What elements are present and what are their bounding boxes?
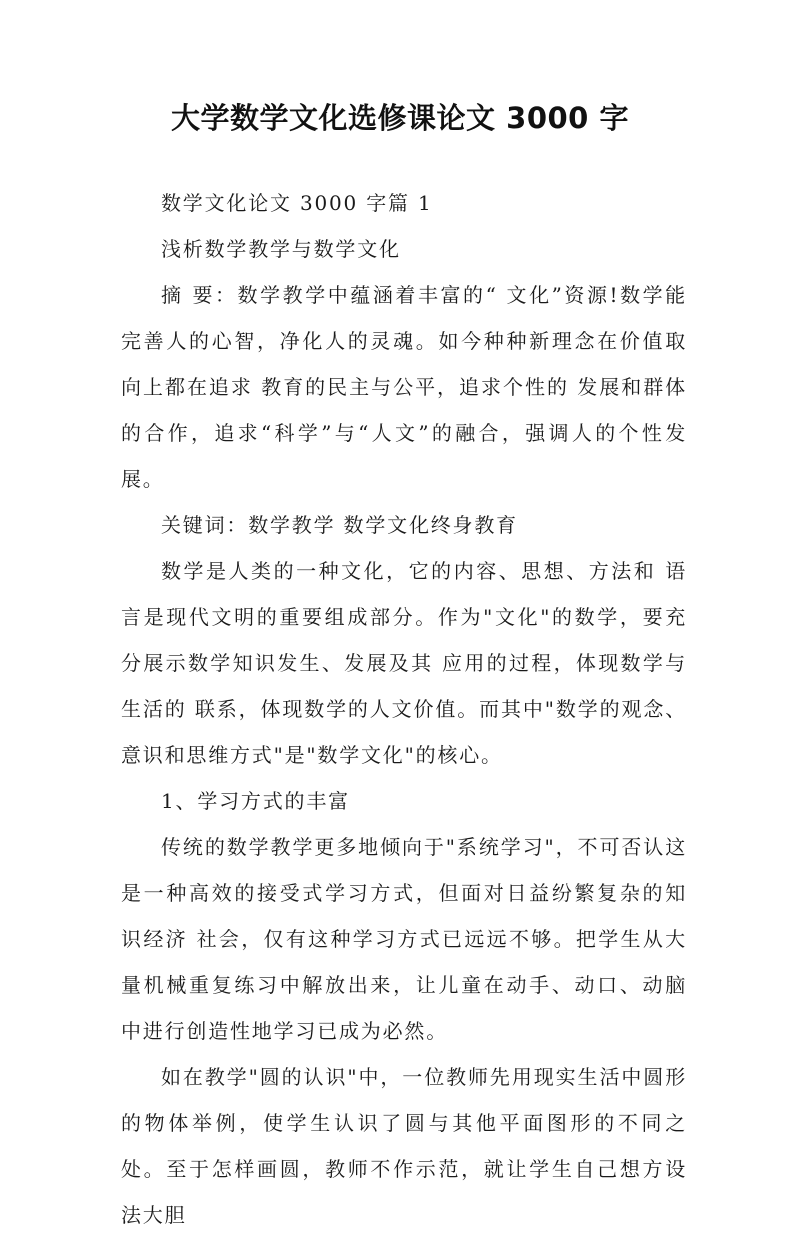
abstract-paragraph: 摘 要：数学教学中蕴涵着丰富的“ 文化”资源!数学能完善人的心智，净化人的灵魂。如今种种新理念在价值取向上都在追求 教育的民主与公平，追求个性的 发展和群体的合作，追求“科学”与“人文”的融合，强调人的个性发展。 <box>121 283 687 491</box>
section-heading: 数学文化论文 3000 字篇 1 <box>161 191 433 215</box>
keywords-paragraph: 关键词：数学教学 数学文化终身教育 <box>161 513 518 537</box>
body-paragraph: 传统的数学教学更多地倾向于"系统学习"，不可否认这是一种高效的接受式学习方式，但面对日益纷繁复杂的知识经济 社会，仅有这种学习方式已远远不够。把学生从大量机械重复练习中解放出来，让儿童在动手、动口、动脑中进行创造性地学习已成为必然。 <box>121 835 687 1043</box>
subsection-heading: 1、学习方式的丰富 <box>161 789 350 813</box>
document-title: 大学数学文化选修课论文 3000 字 <box>171 101 629 135</box>
article-title: 浅析数学教学与数学文化 <box>161 237 401 261</box>
document-body <box>121 180 687 1238</box>
body-paragraph: 如在教学"圆的认识"中，一位教师先用现实生活中圆形的物体举例，使学生认识了圆与其他平面图形的不同之处。至于怎样画圆，教师不作示范，就让学生自己想方设法大胆 <box>121 1065 687 1227</box>
body-paragraph: 数学是人类的一种文化，它的内容、思想、方法和 语言是现代文明的重要组成部分。作为"文化"的数学，要充分展示数学知识发生、发展及其 应用的过程，体现数学与生活的 联系，体现数学的人文价值。而其中"数学的观念、意识和思维方式"是"数学文化"的核心。 <box>121 559 687 767</box>
